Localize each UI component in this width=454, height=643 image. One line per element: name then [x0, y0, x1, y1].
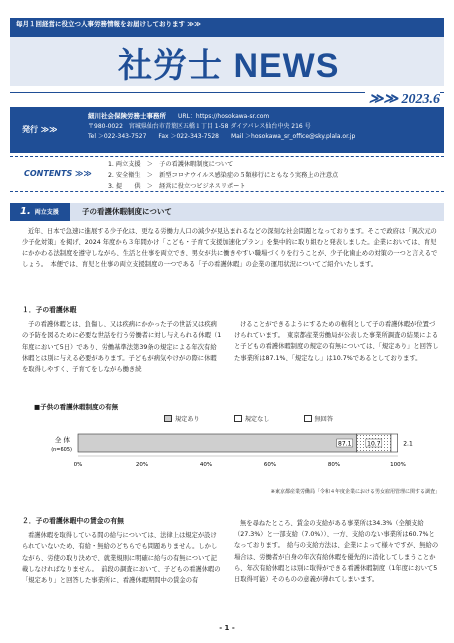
- chart-title: ■子供の看護休暇制度の有無: [34, 403, 119, 411]
- contents-item: 2. 安全衛生 ＞ 新型コロナウイルス感染症の５類移行にともなう実務上の注意点: [108, 172, 339, 179]
- contents-item: 3. 提 供 ＞ 経営に役立つビジネスリポート: [108, 183, 246, 190]
- section-title: 子の看護休暇制度について: [82, 207, 172, 216]
- bar-segment: [391, 434, 398, 452]
- data-label: 10.7: [367, 440, 381, 448]
- publisher-details: [88, 111, 355, 142]
- legend-item-none: 無回答: [304, 414, 334, 423]
- sub1-left: [22, 305, 222, 375]
- x-tick-label: 20%: [135, 462, 149, 468]
- newsletter-title: 社労士 NEWS: [118, 47, 340, 85]
- sub2-left-text: 看護休暇を取得している間の給与については、法律上は規定が設けられていないため、有給・無給のどちらでも問題ありません。しかしながら、労使の取り決めで、就業規則に明確に給与の有無について記載しなければなりません。 前段の調査において、子どもの看護休暇の「規定あり」と回答した事業所に、看護休暇期間中の賃金の有: [22, 532, 221, 585]
- office-name: 細川社会保険労務士事務所: [88, 112, 166, 120]
- office-url[interactable]: URL：https://hosokawa-sr.com: [178, 113, 270, 120]
- publisher-label: 発行 ≫≫: [22, 125, 58, 134]
- contents-list: [108, 159, 338, 192]
- tagline-bar: 毎月１回経営に役立つ人事労務情報をお届けしております ≫≫: [10, 18, 444, 31]
- page-number: - 1 -: [219, 624, 235, 632]
- sub1-heading: １．子の看護休暇: [22, 306, 77, 314]
- contents-item: 1. 両立支援 ＞ 子の看護休暇制度について: [108, 161, 234, 168]
- x-tick-label: 0%: [73, 462, 83, 468]
- section-number: 1. 両立支援: [10, 203, 70, 221]
- data-label: 87.1: [338, 440, 352, 448]
- x-tick-label: 80%: [327, 462, 341, 468]
- legend-item-no: 規定なし: [234, 414, 270, 423]
- x-tick-label: 60%: [263, 462, 277, 468]
- contents-box: [10, 156, 444, 192]
- bar-segment: [78, 434, 357, 452]
- section-intro: 近年、日本で急速に進展する少子化は、更なる労働力人口の減少が見込まれるなどの深刻な社会問題となっております。そこで政府は「異次元の少子化対策」を掲げ、2024 年度から３年間かけ「こども・子育て支援加速化プラン」を集中的に取り組むと発表しました。企業においては、育児にかかわる法制度を遵守しながら、生活と仕事を両立でき、男女が共に働きやすい職場づくりを行うことが、少子化歯止めの対策の一つと言えるでしょう。 本便では、育児と仕事の両立支援制度の一つである「子の看護休暇」の企業の運用状況についてご紹介いたします。: [22, 228, 438, 268]
- section-header: [10, 203, 444, 221]
- category-label: 全 体: [54, 436, 70, 444]
- sub1-right-text: けることができるようにするための権利として子の看護休暇が位置づけられています。 東京都産業労働局が公表した事業所調査の結果によると子どもの看護休暇制度の規定の有無については、「規定あり」と回答した事業所は87.1%、「規定なし」は10.7%であるとしております。: [234, 321, 439, 362]
- chart-source: ※東京都産業労働局「令和４年度企業における男女雇用管理に関する調査」: [270, 489, 440, 495]
- x-tick-label: 40%: [199, 462, 213, 468]
- sub2-right-text: 無を尋ねたところ、賃金の支給がある事業所は34.3%（全額支給（27.3%）と一部支給（7.0%））、一方、支給のない事業所は60.7%となっております。 給与の支給方法は、企業によって様々ですが、無給の場合は、労働者が自身の年次有給休暇を優先的に消化してしまうことから、年次有給休暇とは別に取得ができる看護休暇制度（1年度において5日取得可能）そのものの意義が薄れてしまいます。: [234, 520, 439, 584]
- data-label: 2.1: [403, 440, 413, 448]
- chart: [26, 402, 436, 502]
- contents-label: CONTENTS ≫≫: [24, 169, 92, 178]
- category-sublabel: (n=605): [51, 447, 72, 453]
- office-address: 〒980-0022 宮城県仙台市青葉区五橋１丁目 1-58 ダイアパレス仙台中央 216 号: [88, 123, 311, 130]
- section-tag: 両立支援: [34, 209, 59, 216]
- title-stripe: [10, 31, 444, 37]
- publisher-box: [10, 107, 444, 153]
- legend-item-yes: 規定あり: [164, 414, 200, 423]
- sub2-heading: ２．子の看護休暇中の賃金の有無: [22, 517, 124, 525]
- x-tick-label: 100%: [390, 462, 406, 468]
- office-contact: Tel ＞022-343-7527 Fax ＞022-343-7528 Mail ＞hosokawa_sr_office@sky.plala.or.jp: [88, 133, 356, 140]
- issue-date: ≫≫ 2023.6: [365, 91, 440, 108]
- sub1-right: [234, 319, 440, 364]
- sub2-right: [234, 518, 440, 585]
- sub2-left: [22, 516, 222, 586]
- sub1-left-text: 子の看護休暇とは、負傷し、又は疾病にかかった子の世話又は疾病の予防を図るために必要な世話を行う労働者に対し与えられる休暇（1年度において5日）であり、労働基準法第39条の規定による年次有給休暇とは別に与える必要があります。子どもが病気やけがの際に休暇を取得しやすく、子育てをしながら働き続: [22, 321, 222, 374]
